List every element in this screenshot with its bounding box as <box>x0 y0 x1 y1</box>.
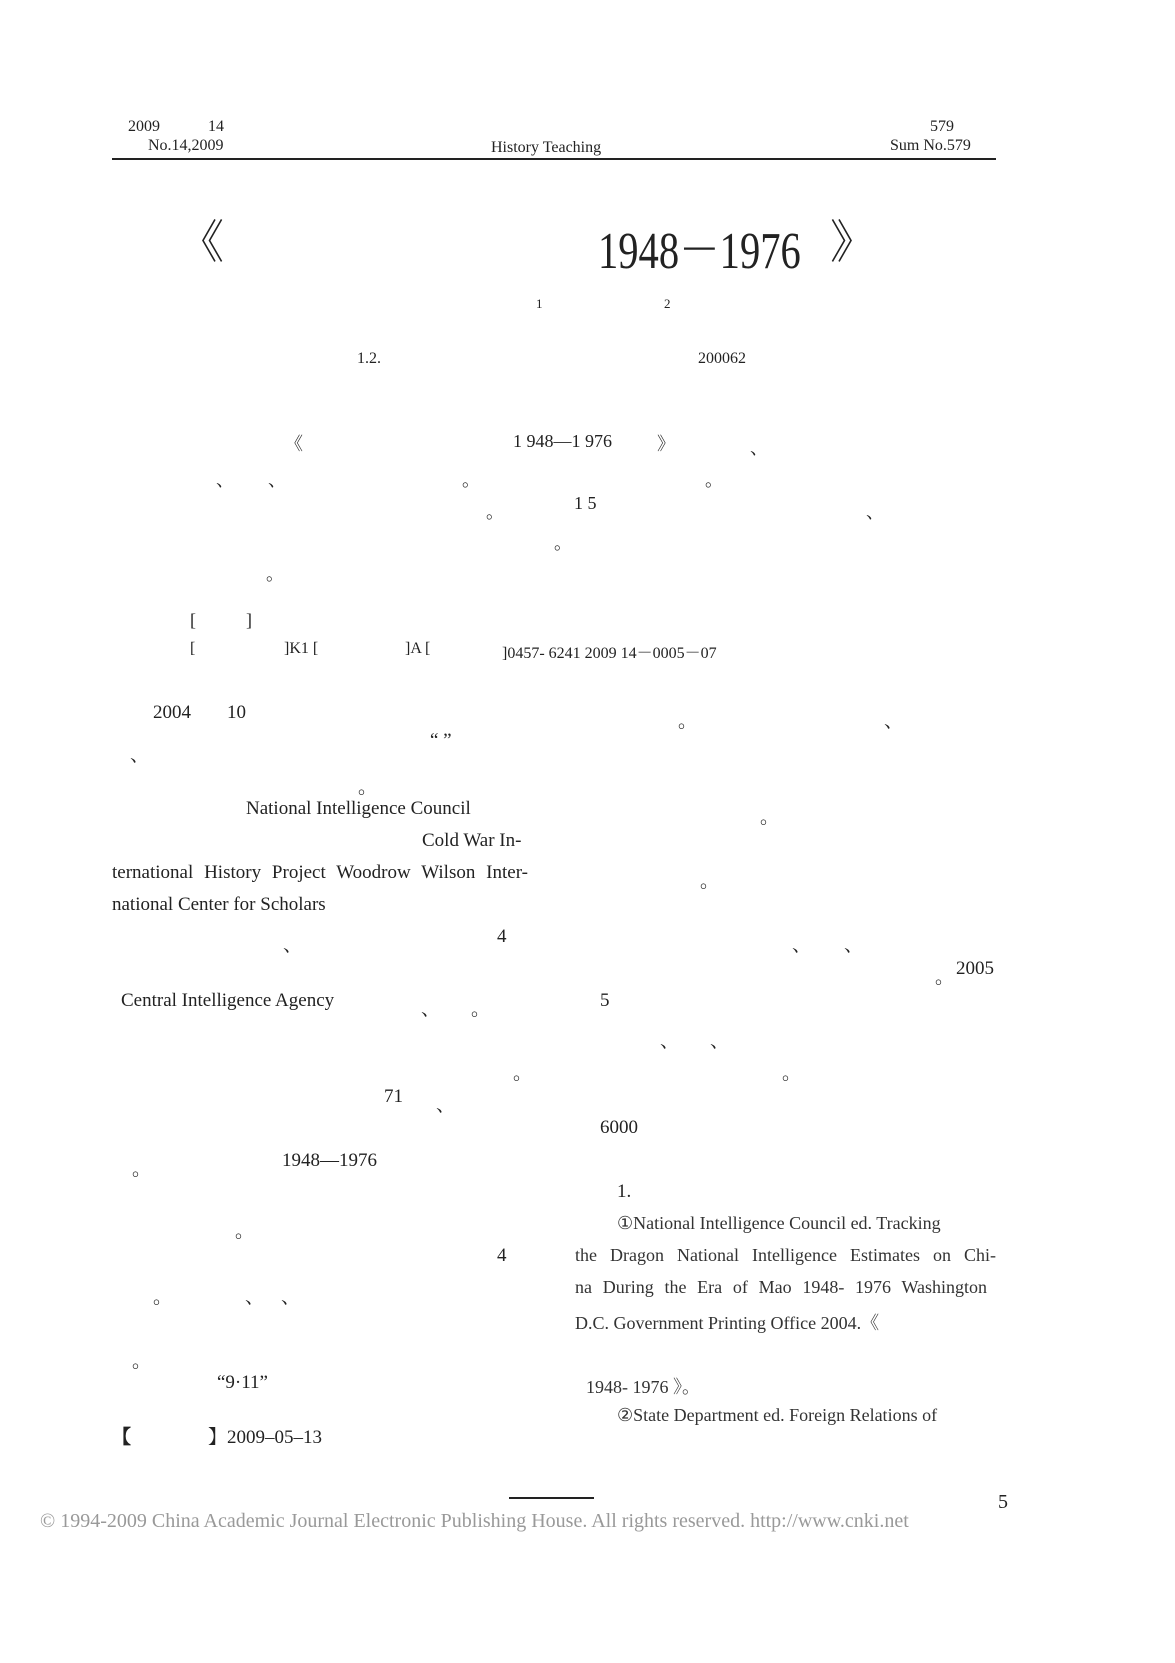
punct-comma: 、 <box>436 1095 456 1116</box>
footnote-2-line-1: ②State Department ed. Foreign Relations of <box>617 1405 938 1425</box>
footnote-1-line-3: na During the Era of Mao 1948- 1976 Washington <box>575 1277 987 1297</box>
footnote-1-line-1: ①National Intelligence Council ed. Tracking <box>617 1213 941 1233</box>
year-2005: 2005 <box>956 958 994 979</box>
punct-period: 。 <box>760 807 780 828</box>
punct-period: 。 <box>153 1287 173 1308</box>
footnote-1-line-2: the Dragon National Intelligence Estimates on Chi- <box>575 1245 996 1265</box>
number-four: 4 <box>497 1245 507 1266</box>
footnote-1-line-5: 1948- 1976 》。 <box>586 1377 700 1397</box>
abstract-comma: 、 <box>216 470 234 490</box>
abstract-close-bracket: 》 <box>657 434 675 454</box>
item-number: 1. <box>617 1181 632 1202</box>
cwihp-line-1: Cold War In- <box>422 830 522 851</box>
quote-marks: “ ” <box>430 730 452 751</box>
footer-rule <box>509 1497 594 1499</box>
title-close-bracket: 》 <box>830 217 876 268</box>
author-sup-2: 2 <box>664 296 671 311</box>
abstract-period: 。 <box>486 502 504 522</box>
nine-eleven: “9·11” <box>217 1372 268 1393</box>
received-bracket: 【 <box>112 1427 132 1448</box>
number-four: 4 <box>497 926 507 947</box>
abstract-comma: 、 <box>750 438 768 458</box>
title-years: 1948－1976 <box>598 223 801 280</box>
clc-number: ]K1 [ <box>284 640 319 657</box>
copyright-notice: © 1994-2009 China Academic Journal Electronic Publishing House. All rights reserved. http://www.cnki.net <box>40 1510 909 1532</box>
abstract-period: 。 <box>266 564 284 584</box>
header-sum-num: 579 <box>930 118 954 135</box>
punct-period: 。 <box>935 967 955 988</box>
classification-bracket: [ <box>190 640 196 657</box>
punct-comma: 、 <box>710 1031 730 1052</box>
date-year: 2004 <box>153 702 191 723</box>
abstract-comma: 、 <box>866 502 884 522</box>
punct-comma: 、 <box>281 1287 301 1308</box>
header-journal: History Teaching <box>491 139 602 156</box>
cwihp-line-2: ternational History Project Woodrow Wilson Inter- <box>112 862 528 883</box>
keywords-close: ] <box>246 610 252 630</box>
punct-period: 。 <box>132 1159 152 1180</box>
punct-comma: 、 <box>283 935 303 956</box>
punct-period: 。 <box>132 1351 152 1372</box>
cwihp-line-3: national Center for Scholars <box>112 894 326 915</box>
punct-comma: 、 <box>130 745 150 766</box>
author-sup-1: 1 <box>536 296 543 311</box>
punct-comma: 、 <box>844 935 864 956</box>
header-issue-num: 14 <box>208 118 224 135</box>
header-issue-en: No.14,2009 <box>148 137 224 154</box>
punct-comma: 、 <box>245 1287 265 1308</box>
document-code: ]A [ <box>405 640 431 657</box>
number-five: 5 <box>600 990 610 1011</box>
abstract-open-bracket: 《 <box>285 434 303 454</box>
years-range: 1948—1976 <box>282 1150 377 1171</box>
date-month: 10 <box>227 702 246 723</box>
page-number: 5 <box>998 1491 1008 1513</box>
header-year: 2009 <box>128 118 160 135</box>
header-sum-en: Sum No.579 <box>890 137 971 154</box>
received-date: 】2009–05–13 <box>208 1427 323 1448</box>
abstract-years: 1 948—1 976 <box>513 431 612 451</box>
affiliation-prefix: 1.2. <box>357 350 381 367</box>
punct-period: 。 <box>678 711 698 732</box>
cia-name: Central Intelligence Agency <box>121 990 335 1011</box>
punct-comma: 、 <box>792 935 812 956</box>
number-71: 71 <box>384 1086 403 1107</box>
footnote-1-line-4: D.C. Government Printing Office 2004.《 <box>575 1313 880 1333</box>
keywords-open: [ <box>190 610 196 630</box>
punct-period: 。 <box>235 1221 255 1242</box>
abstract-number: 1 5 <box>574 493 597 513</box>
punct-period: 。 <box>513 1063 533 1084</box>
punct-comma: 、 <box>421 999 441 1020</box>
punct-period: 。 <box>700 871 720 892</box>
abstract-comma: 、 <box>268 470 286 490</box>
punct-period: 。 <box>782 1063 802 1084</box>
number-6000: 6000 <box>600 1117 638 1138</box>
abstract-period: 。 <box>554 533 572 553</box>
abstract-period: 。 <box>705 470 723 490</box>
punct-comma: 、 <box>660 1031 680 1052</box>
abstract-period: 。 <box>462 470 480 490</box>
article-id: ]0457- 6241 2009 14－0005－07 <box>502 645 717 662</box>
affiliation-postcode: 200062 <box>698 350 746 367</box>
title-open-bracket: 《 <box>178 217 224 268</box>
punct-period: 。 <box>471 999 491 1020</box>
punct-period: 。 <box>358 777 378 798</box>
nic-name: National Intelligence Council <box>246 798 471 819</box>
header-rule <box>112 158 996 160</box>
punct-comma: 、 <box>884 711 904 732</box>
